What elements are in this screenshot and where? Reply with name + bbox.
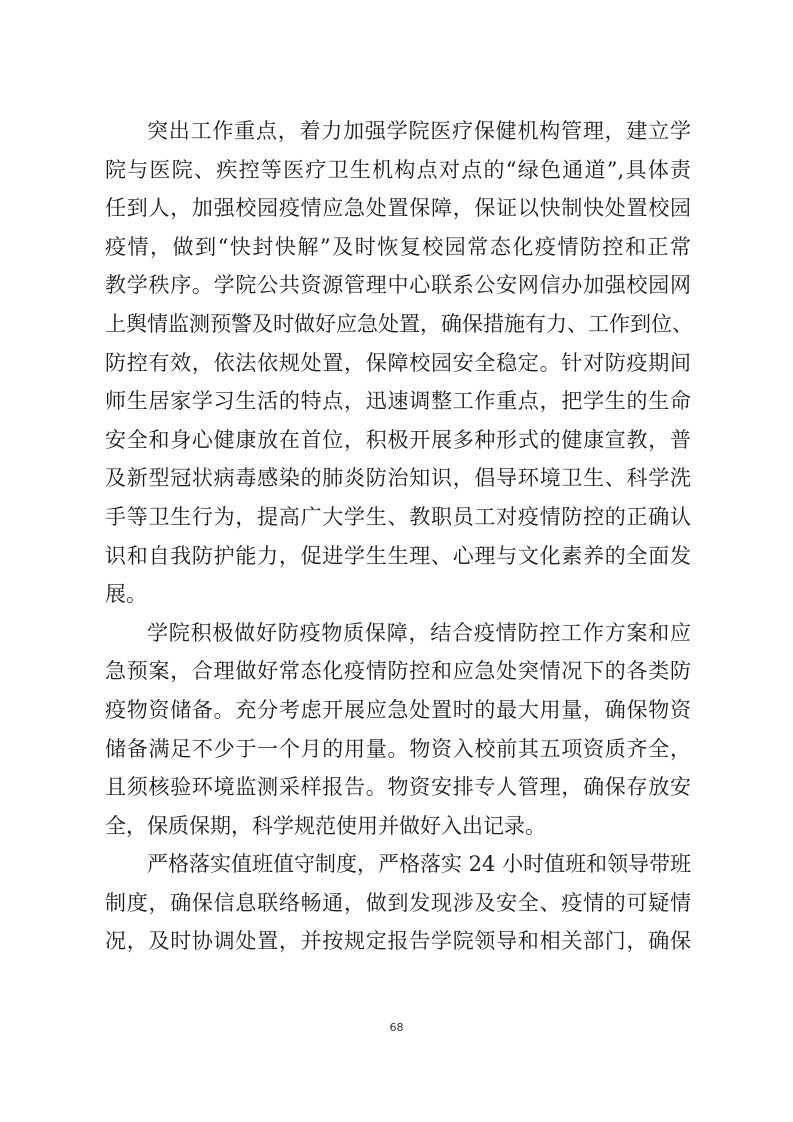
text-line: 储备满足不少于一个月的用量。物资入校前其五项资质齐全， bbox=[105, 736, 691, 761]
text-line: 突出工作重点，着力加强学院医疗保健机构管理，建立学 bbox=[147, 119, 691, 143]
text-line: 手等卫生行为，提高广大学生、教职员工对疫情防控的正确认 bbox=[105, 504, 691, 529]
text-line: 且须核验环境监测采样报告。物资安排专人管理，确保存放安 bbox=[105, 775, 691, 800]
text-line: 任到人，加强校园疫情应急处置保障，保证以快制快处置校园 bbox=[105, 196, 691, 221]
text-line: 疫物资储备。充分考虑开展应急处置时的最大用量，确保物资 bbox=[105, 697, 691, 722]
text-line: 疫情，做到“快封快解”及时恢复校园常态化疫情防控和正常 bbox=[105, 234, 691, 259]
text-line: 院与医院、疾控等医疗卫生机构点对点的“绿色通道”,具体责 bbox=[105, 157, 691, 182]
text-line: 展。 bbox=[105, 582, 147, 607]
body-text bbox=[105, 112, 691, 961]
text-line: 上舆情监测预警及时做好应急处置，确保措施有力、工作到位、 bbox=[105, 311, 693, 336]
text-line: 急预案，合理做好常态化疫情防控和应急处突情况下的各类防 bbox=[105, 659, 691, 684]
paragraph-2 bbox=[105, 614, 691, 846]
text-line: 严格落实值班值守制度，严格落实 24 小时值班和领导带班 bbox=[147, 852, 692, 877]
page-number: 68 bbox=[389, 1021, 404, 1034]
text-line: 学院积极做好防疫物质保障，结合疫情防控工作方案和应 bbox=[147, 620, 691, 645]
text-line: 全，保质保期，科学规范使用并做好入出记录。 bbox=[105, 813, 546, 838]
paragraph-1 bbox=[105, 112, 691, 614]
text-line: 师生居家学习生活的特点，迅速调整工作重点，把学生的生命 bbox=[105, 389, 691, 414]
text-line: 及新型冠状病毒感染的肺炎防治知识，倡导环境卫生、科学洗 bbox=[105, 466, 691, 491]
text-line: 教学秩序。学院公共资源管理中心联系公安网信办加强校园网 bbox=[105, 273, 691, 298]
text-line: 制度，确保信息联络畅通，做到发现涉及安全、疫情的可疑情 bbox=[105, 890, 691, 915]
paragraph-3 bbox=[105, 845, 691, 961]
text-line: 防控有效，依法依规处置，保障校园安全稳定。针对防疫期间 bbox=[105, 350, 691, 375]
text-line: 况，及时协调处置，并按规定报告学院领导和相关部门，确保 bbox=[105, 929, 691, 954]
text-line: 安全和身心健康放在首位，积极开展多种形式的健康宣教，普 bbox=[105, 427, 691, 452]
text-line: 识和自我防护能力，促进学生生理、心理与文化素养的全面发 bbox=[105, 543, 691, 568]
